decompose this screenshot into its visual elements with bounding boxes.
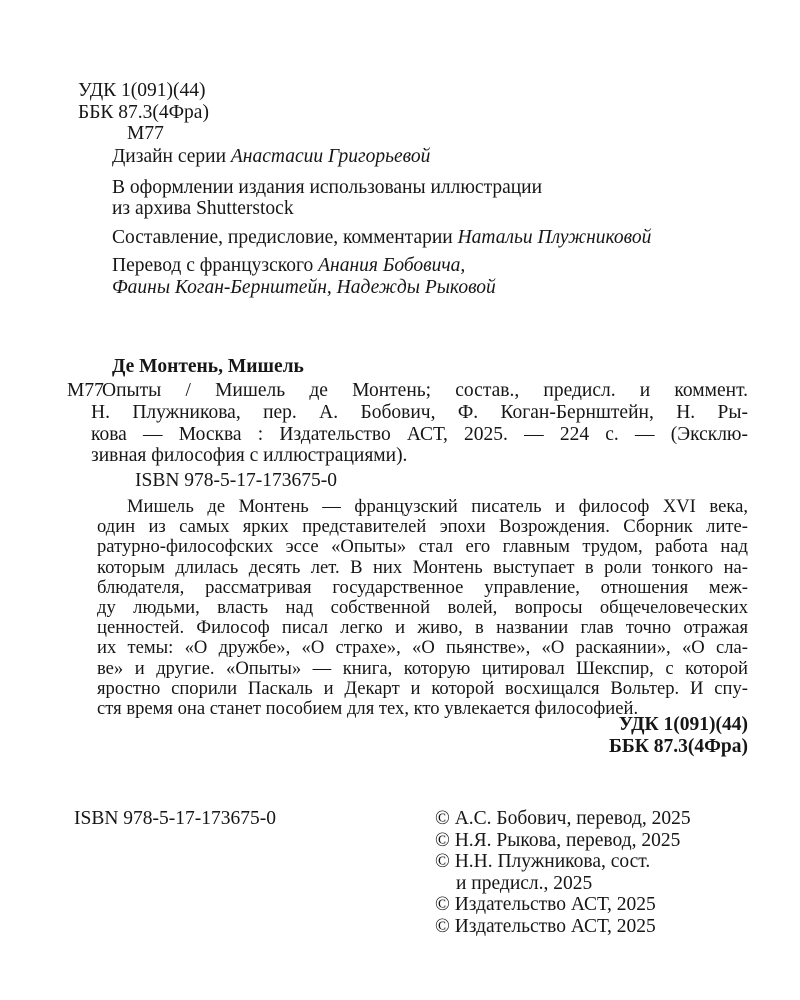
series-design-credit bbox=[112, 146, 752, 168]
bbk-classification: ББК 87.3(4Фра) bbox=[78, 101, 209, 123]
annotation-line: стя время она станет пособием для тех, кто увлекается философией. bbox=[97, 698, 639, 720]
annotation-line: один из самых ярких представителей эпохи Возрождения. Сборник лите- bbox=[97, 516, 748, 538]
udk-bottom: УДК 1(091)(44) bbox=[618, 714, 748, 735]
copyright-line: © Издательство АСТ, 2025 bbox=[435, 915, 656, 937]
annotation-line: их темы: «О дружбе», «О страхе», «О пьянстве», «О раскаянии», «О сла- bbox=[97, 637, 748, 659]
copyright-line: © Н.Я. Рыкова, перевод, 2025 bbox=[435, 829, 681, 851]
bbk-bottom: ББК 87.3(4Фра) bbox=[608, 736, 748, 757]
translation-credit bbox=[112, 255, 752, 298]
annotation-line: ве» и другие. «Опыты» — книга, которую цитировал Шекспир, с которой bbox=[97, 657, 748, 679]
copyright-block bbox=[435, 808, 691, 938]
illustrations-credit-line2: из архива Shutterstock bbox=[112, 198, 294, 219]
annotation-block bbox=[97, 497, 748, 719]
catalog-card bbox=[67, 380, 748, 467]
translator-names-line2: Фаины Коган-Бернштейн, Надежды Рыковой bbox=[112, 276, 496, 298]
annotation-line: блюдателя, рассматривая государственное управление, отношения меж- bbox=[97, 576, 748, 598]
author-heading: Де Монтень, Мишель bbox=[112, 356, 304, 377]
annotation-line: яростно спорили Паскаль и Декарт и которой восхищался Вольтер. И спу- bbox=[97, 677, 748, 699]
footer-isbn: ISBN 978-5-17-173675-0 bbox=[74, 808, 277, 829]
classification-block-bottom bbox=[609, 714, 748, 758]
catalog-isbn: ISBN 978-5-17-173675-0 bbox=[135, 470, 338, 491]
annotation-line: ратурно-философских эссе «Опыты» стал его главным трудом, работа над bbox=[97, 536, 748, 558]
udk-classification: УДК 1(091)(44) bbox=[78, 80, 206, 101]
catalog-author-sign: М77 bbox=[67, 380, 104, 401]
credits-block bbox=[112, 146, 752, 307]
illustrations-credit-line1: В оформлении издания использованы иллюстрации bbox=[112, 176, 543, 198]
catalog-card-line: кова — Москва : Издательство АСТ, 2025. — 224 с. — (Эксклю- bbox=[91, 423, 748, 445]
copyright-line: © Издательство АСТ, 2025 bbox=[435, 894, 656, 916]
copyright-line: © А.С. Бобович, перевод, 2025 bbox=[435, 808, 691, 829]
author-sign: М77 bbox=[127, 123, 164, 144]
series-design-label: Дизайн серии bbox=[112, 146, 227, 167]
catalog-card-line: зивная философия с иллюстрациями). bbox=[91, 445, 408, 467]
annotation-line: ду людьми, власть над собственной волей, вопросы общечеловеческих bbox=[97, 597, 748, 619]
annotation-line: которым длилась десять лет. В них Монтень выступает в роли тонкого на- bbox=[97, 556, 748, 578]
translator-name-1: Анания Бобовича, bbox=[318, 255, 466, 276]
translation-credit-line1 bbox=[112, 255, 752, 277]
compilation-label: Составление, предисловие, комментарии bbox=[112, 226, 453, 248]
translation-label: Перевод с французского bbox=[112, 255, 314, 276]
catalog-card-line: Опыты / Мишель де Монтень; состав., предисл. и коммент. bbox=[102, 380, 748, 401]
compilation-credit bbox=[112, 227, 752, 249]
catalog-card-line: Н. Плужникова, пер. А. Бобович, Ф. Коган-Бернштейн, Н. Ры- bbox=[91, 401, 748, 423]
annotation-line: ценностей. Философ писал легко и живо, в названии глав точно отражая bbox=[97, 617, 748, 639]
annotation-line: Мишель де Монтень — французский писатель и философ XVI века, bbox=[127, 496, 748, 517]
copyright-line: © Н.Н. Плужникова, сост. bbox=[435, 851, 651, 873]
compiler-name: Натальи Плужниковой bbox=[457, 226, 652, 248]
illustrations-credit bbox=[112, 177, 752, 220]
classification-block bbox=[78, 80, 209, 145]
copyright-line: и предисл., 2025 bbox=[456, 872, 593, 894]
series-designer-name: Анастасии Григорьевой bbox=[230, 146, 431, 167]
